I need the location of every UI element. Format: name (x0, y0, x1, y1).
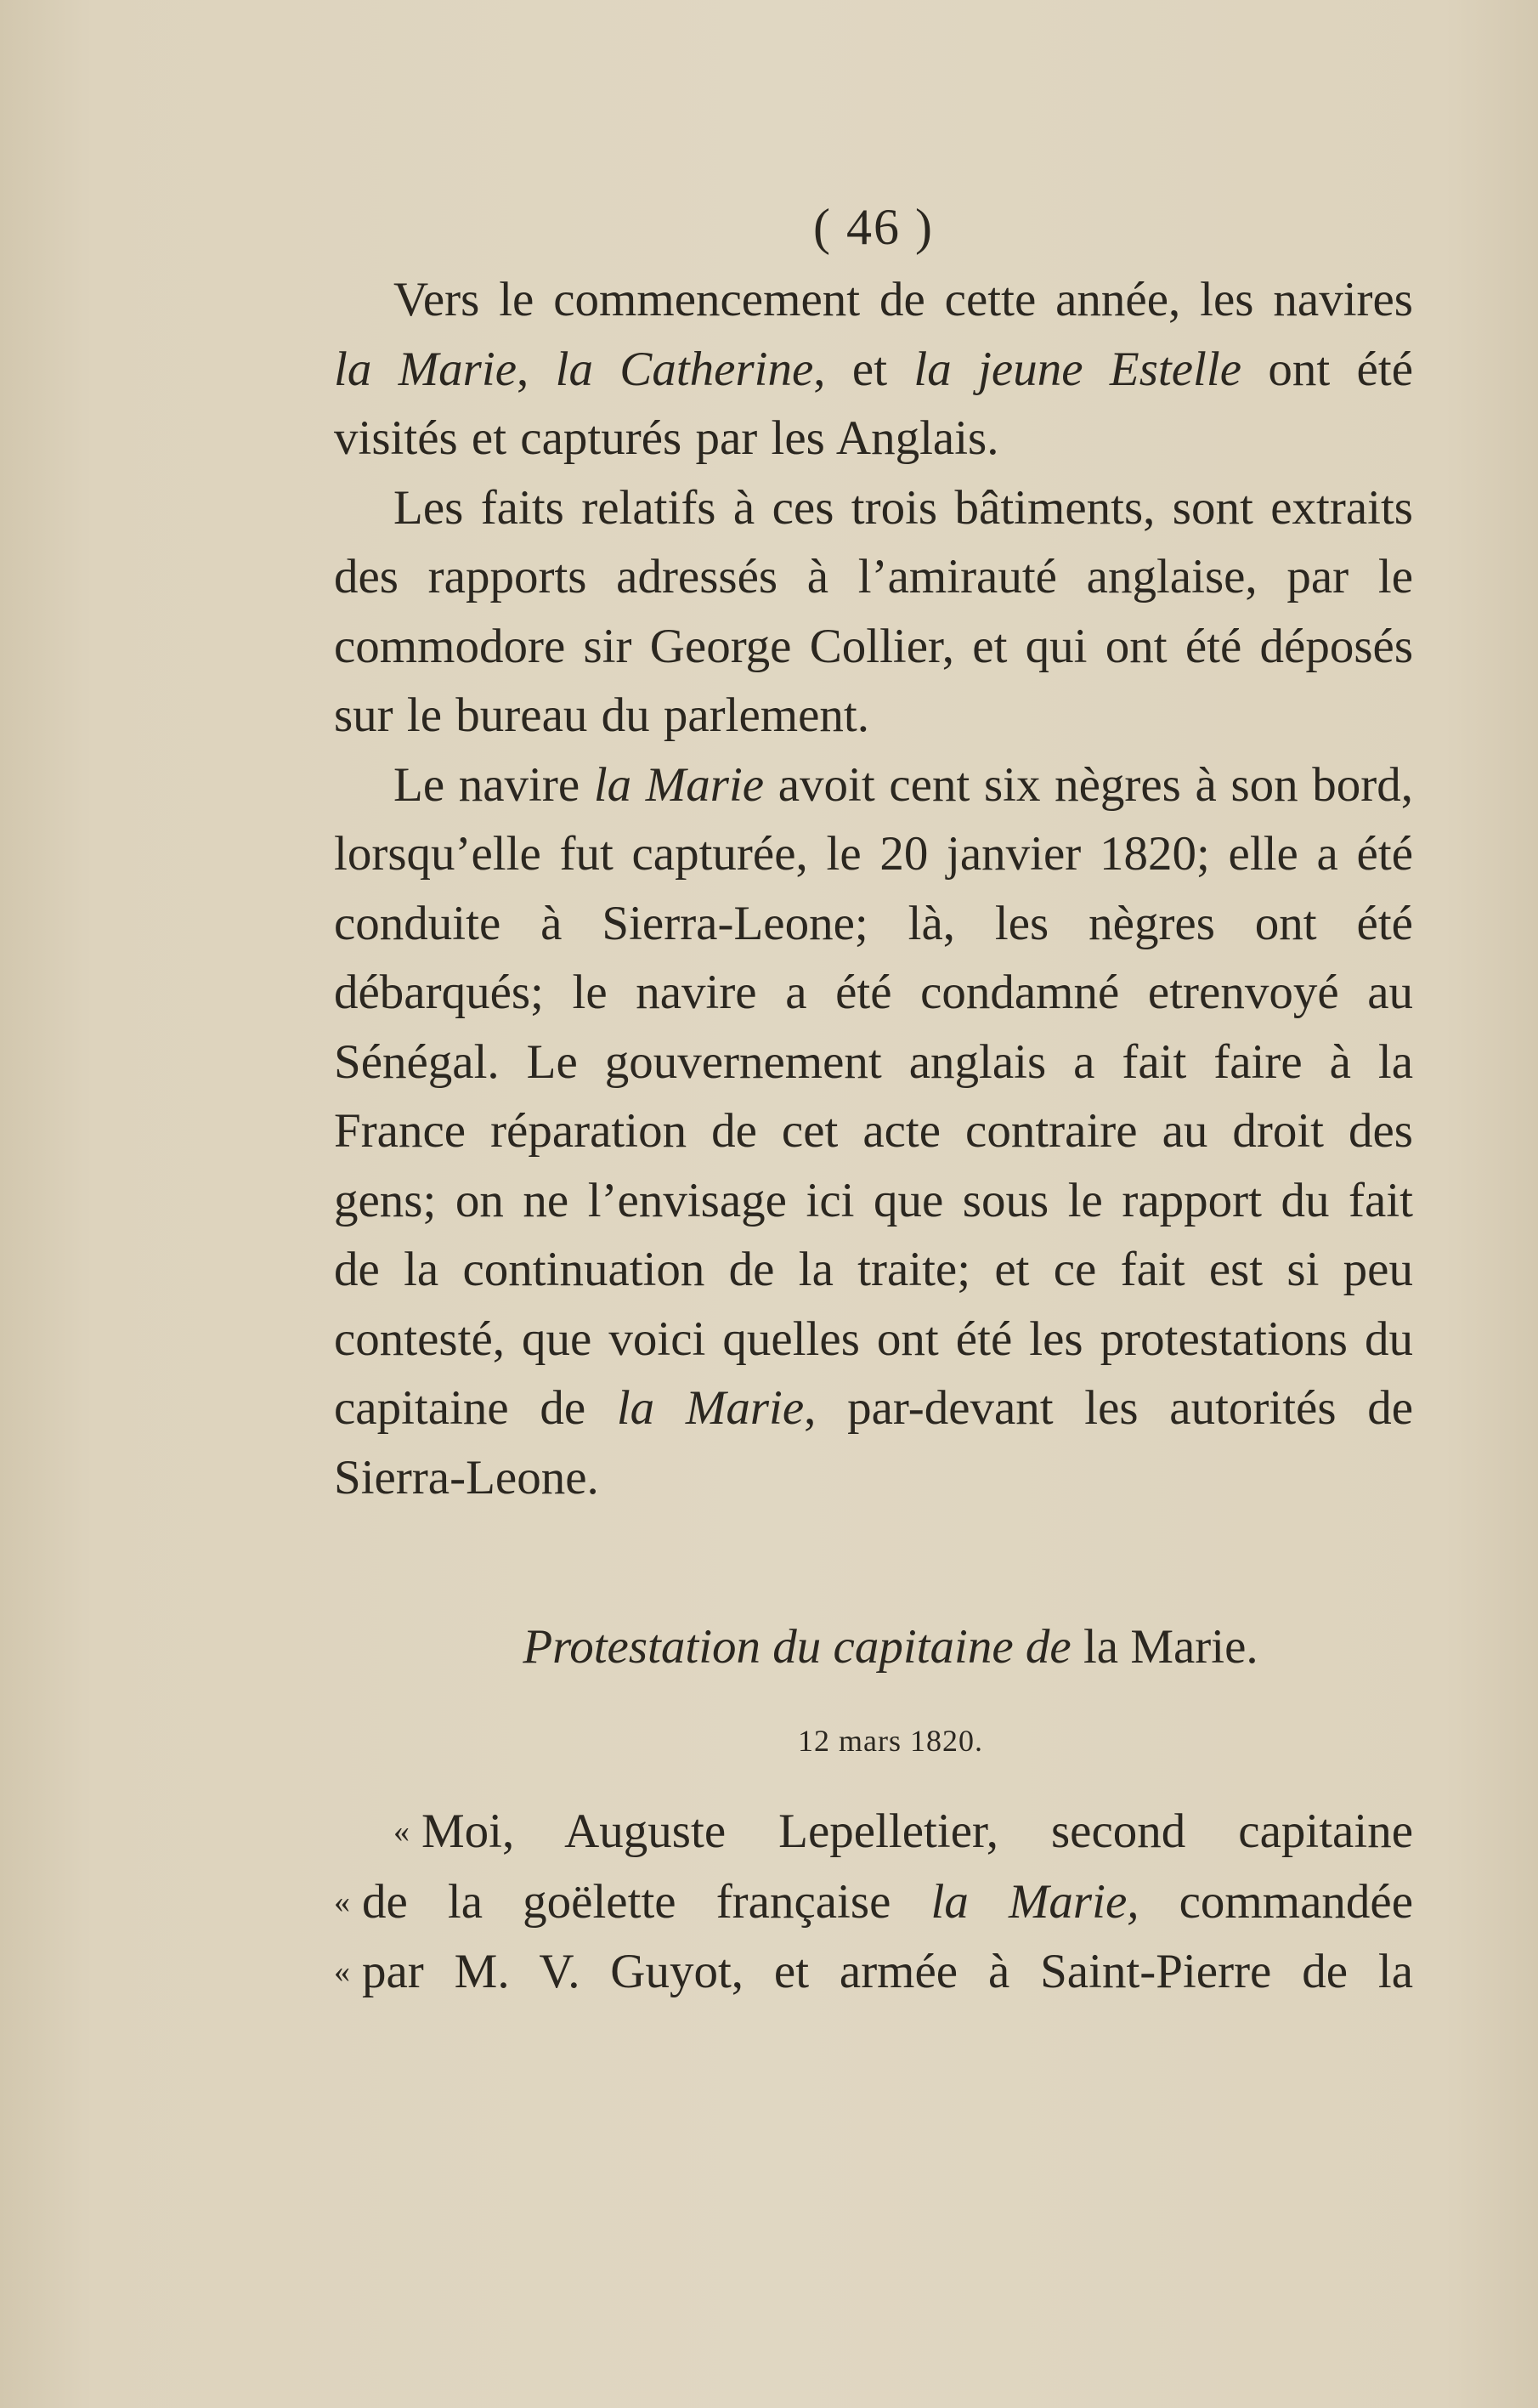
quote-line-2-text-b: commandée (1139, 1874, 1414, 1929)
ship-name-la-marie: la Marie (593, 757, 765, 812)
paragraph-1 (334, 265, 1413, 473)
page-body (334, 189, 1413, 2008)
quote-line-3 (334, 1937, 1413, 2008)
quote-line-3-text: par M. V. Guyot, et armée à Saint-Pierre de la (362, 1945, 1413, 1998)
paragraph-3 (334, 751, 1413, 1513)
page-number: ( 46 ) (813, 199, 934, 255)
section-heading-roman: la Marie. (1071, 1620, 1258, 1674)
paragraph-3-text-b: avoit cent six nègres à son bord, lorsqu’elle fut capturée, le 20 janvier 1820; elle a été conduite à Sierra-Leone; là, les nègres ont été débarqués; le navire a été condamné etrenvoyé au Sénégal. Le gouvernement anglais a fait faire à la France réparation de cet acte contraire au droit des gens; on ne l’envisage ici que sous le rapport du fait de la continuation de la traite; et ce fait est si peu contesté, que voici quelles ont été les protestations du capitaine de (334, 757, 1413, 1435)
paragraph-2-text: Les faits relatifs à ces trois bâtiments, sont extraits des rapports adressés à l’amirauté anglaise, par le commodore sir George Collier, et qui ont été déposés sur le bureau du parlement. (334, 480, 1413, 742)
paragraph-1-text-a: Vers le commencement de cette année, les navires (393, 273, 1413, 326)
paragraph-1-text-b: , (517, 342, 556, 396)
quote-line-2 (334, 1867, 1413, 1938)
quote-mark: « (334, 1884, 350, 1920)
quote-line-1-text: Moi, Auguste Lepelletier, second capitaine (421, 1805, 1413, 1858)
ship-name-la-catherine: la Catherine (555, 342, 814, 396)
quotation (334, 1797, 1413, 2008)
quote-line-1 (334, 1797, 1413, 1867)
ship-name-la-marie: la Marie, (930, 1874, 1139, 1929)
quote-mark: « (334, 1954, 350, 1990)
section-heading (368, 1612, 1413, 1681)
section-heading-italic: Protestation du capitaine de (523, 1620, 1072, 1674)
quote-line-2-text-a: de la goëlette française (362, 1874, 931, 1929)
paragraph-1-text-c: , et (813, 342, 914, 396)
quote-mark: « (393, 1814, 410, 1850)
protest-date: 12 mars 1820. (798, 1724, 983, 1758)
paragraph-3-text-a: Le navire (393, 757, 594, 812)
ship-name-la-jeune-estelle: la jeune Estelle (913, 342, 1241, 396)
paragraph-3-text-c: , par-devant les autorités de Sierra-Leone. (334, 1381, 1414, 1504)
paragraph-1-text-d: ont été visités et capturés par les Anglais. (334, 342, 1413, 465)
paragraph-2 (334, 473, 1413, 751)
ship-name-la-marie: la Marie (334, 342, 517, 396)
ship-name-la-marie: la Marie (616, 1381, 805, 1435)
